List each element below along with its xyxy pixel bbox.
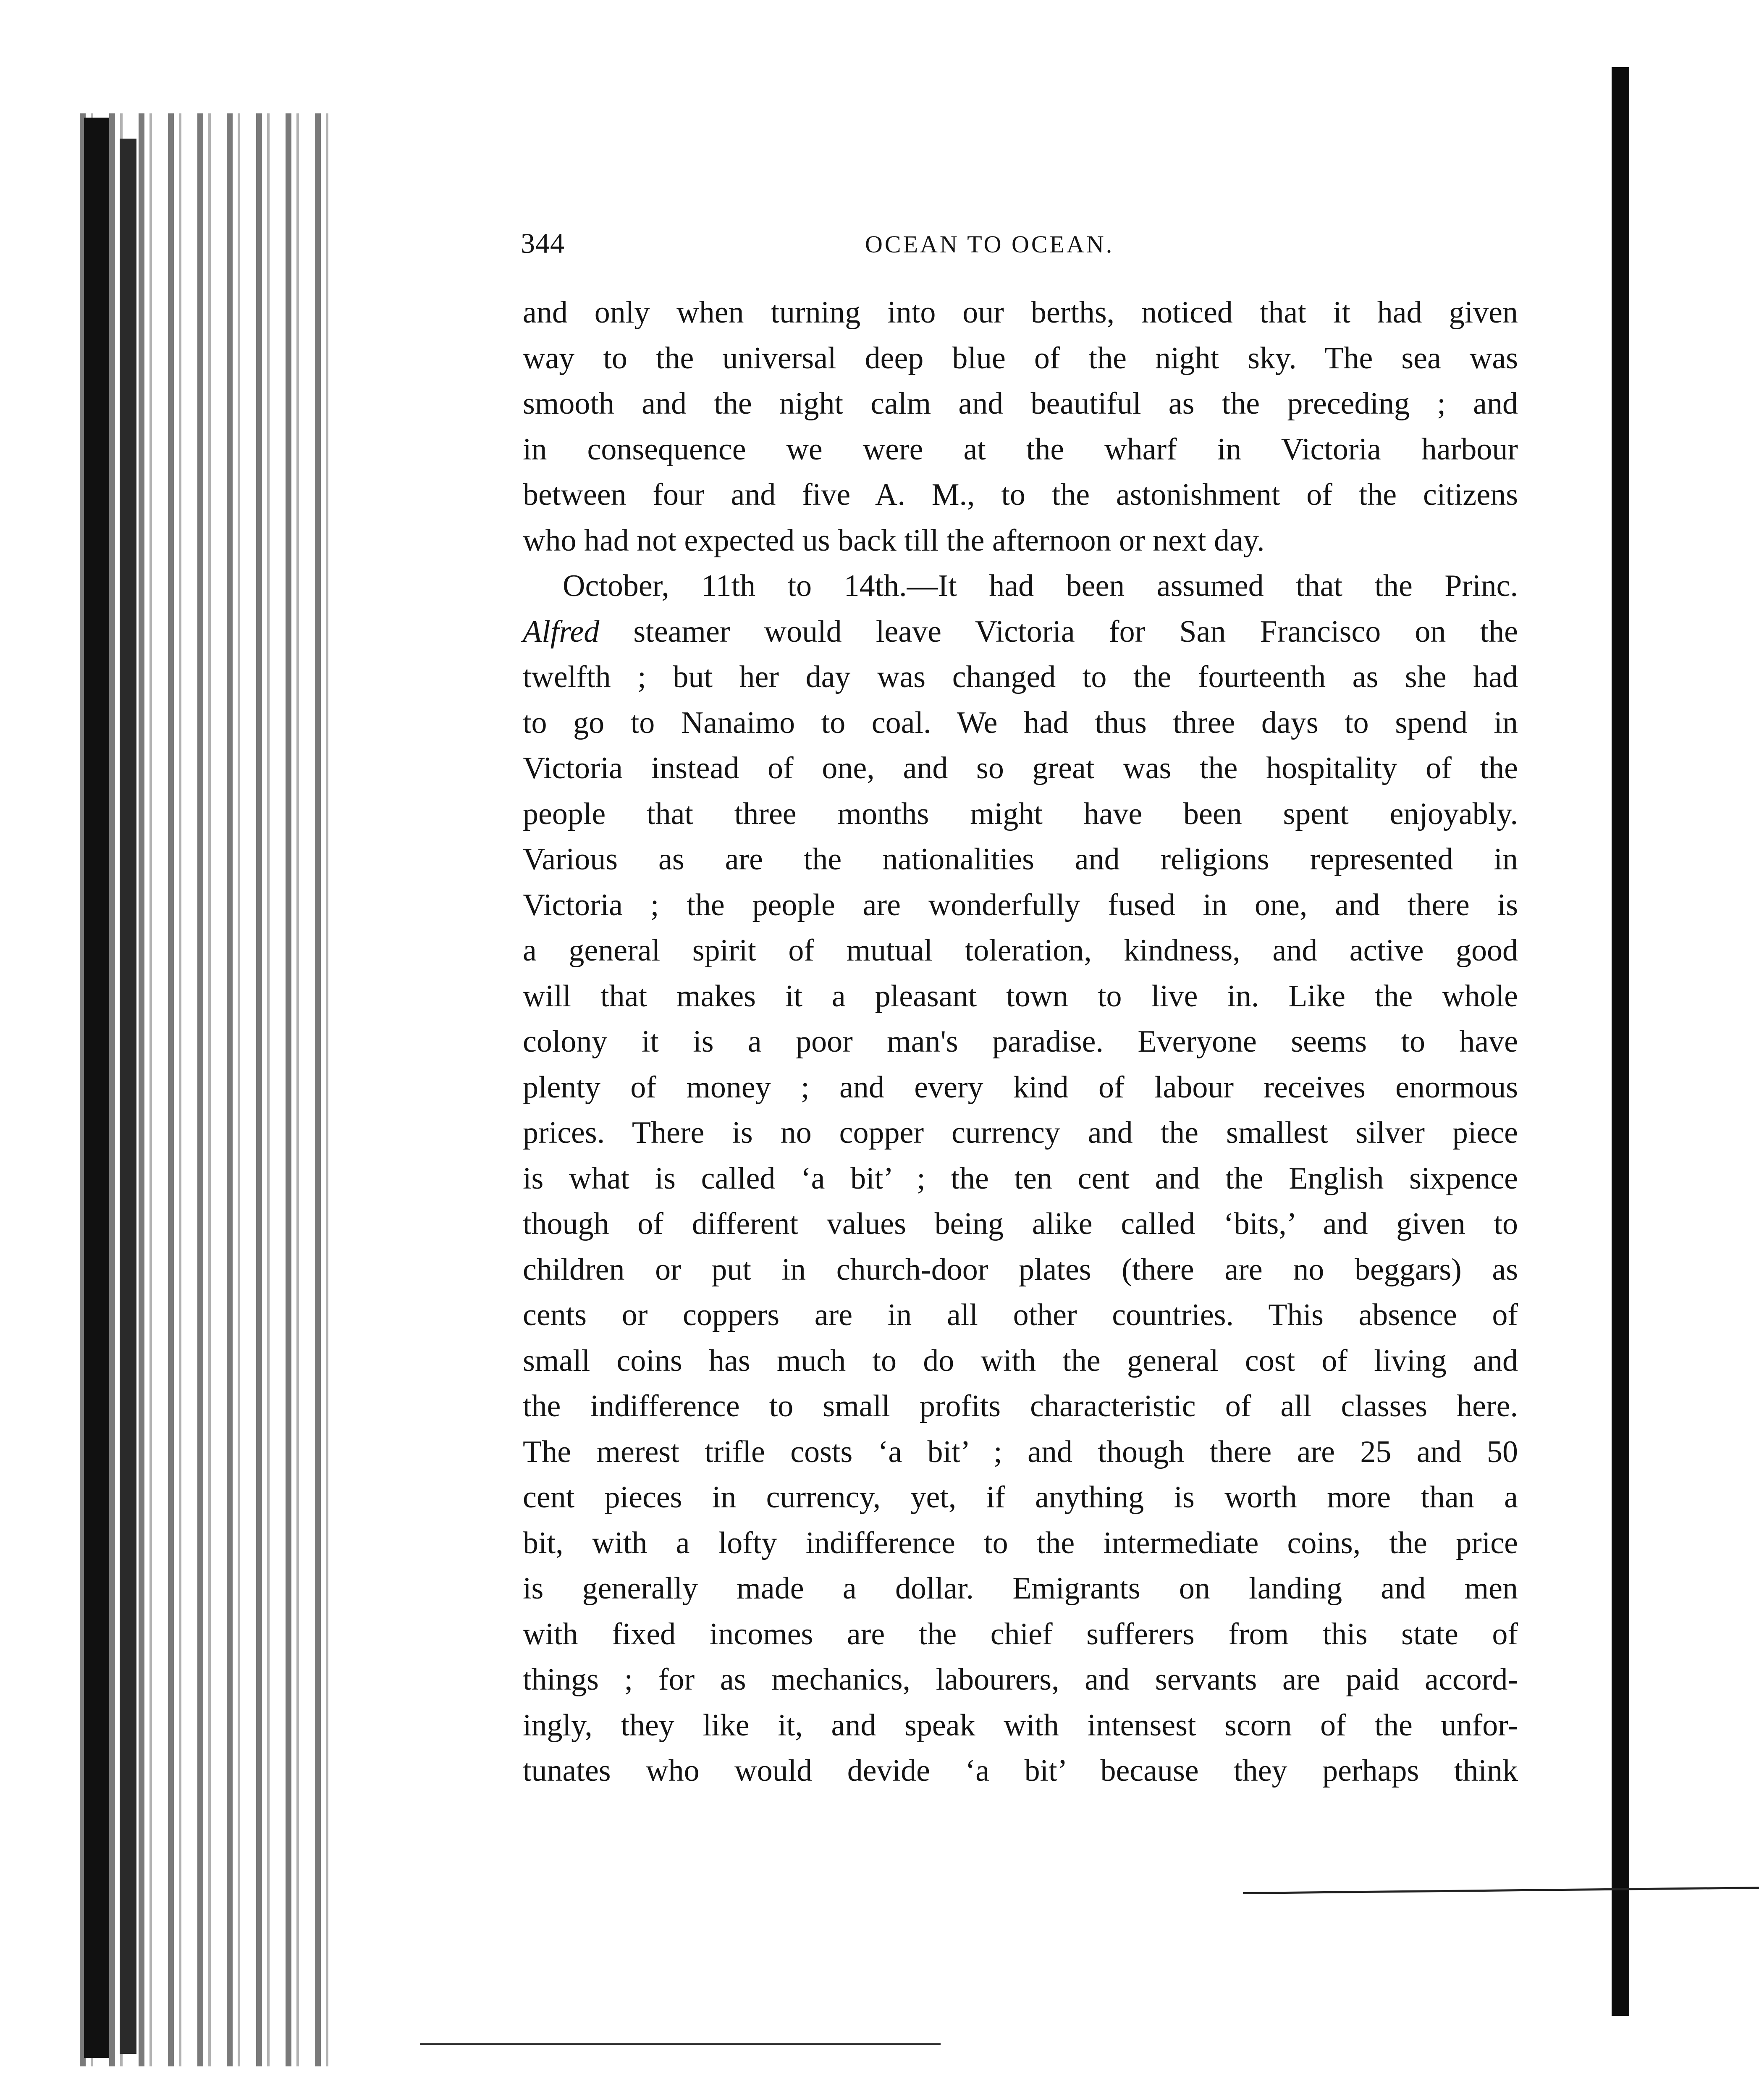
text-line: way to the universal deep blue of the night sky. The sea was	[523, 341, 1518, 375]
text-line: Victoria ; the people are wonderfully fused in one, and there is	[523, 887, 1518, 922]
right-page-edge	[1612, 67, 1629, 2016]
text-line: twelfth ; but her day was changed to the fourteenth as she had	[523, 660, 1518, 694]
text-line: Victoria instead of one, and so great was the hospitality of the	[523, 751, 1518, 785]
text-line: cent pieces in currency, yet, if anything is worth more than a	[523, 1480, 1518, 1515]
text-line: though of different values being alike called ‘bits,’ and given to	[523, 1207, 1518, 1241]
text-line: people that three months might have been spent enjoyably.	[523, 796, 1518, 831]
text-line: and only when turning into our berths, noticed that it had given	[523, 295, 1518, 330]
binding-shadow-inner	[120, 139, 136, 2054]
text-line: between four and five A. M., to the astonishment of the citizens	[523, 478, 1518, 512]
text-line: things ; for as mechanics, labourers, and servants are paid accord-	[523, 1662, 1518, 1697]
paragraph-start-line: October, 11th to 14th.—It had been assumed that the Princ.	[563, 569, 1518, 603]
text-line: tunates who would devide ‘a bit’ because they perhaps think	[523, 1754, 1518, 1788]
text-line: ingly, they like it, and speak with intensest scorn of the unfor-	[523, 1708, 1518, 1743]
text-line: colony it is a poor man's paradise. Everyone seems to have	[523, 1024, 1518, 1059]
text-line: plenty of money ; and every kind of labour receives enormous	[523, 1070, 1518, 1105]
text-line: is generally made a dollar. Emigrants on landing and men	[523, 1571, 1518, 1606]
running-head: OCEAN TO OCEAN.	[865, 231, 1114, 258]
page-header	[521, 227, 1235, 265]
text-line: small coins has much to do with the general cost of living and	[523, 1343, 1518, 1378]
text-line: in consequence we were at the wharf in Victoria harbour	[523, 432, 1518, 467]
text-line: to go to Nanaimo to coal. We had thus three days to spend in	[523, 705, 1518, 740]
text-line: prices. There is no copper currency and the smallest silver piece	[523, 1116, 1518, 1150]
text-line: smooth and the night calm and beautiful as the preceding ; and	[523, 386, 1518, 421]
text-line: Various as are the nationalities and religions represented in	[523, 842, 1518, 877]
text-line: a general spirit of mutual toleration, kindness, and active good	[523, 933, 1518, 968]
binding-shadow	[84, 118, 109, 2058]
text-line-rest: steamer would leave Victoria for San Francisco on the	[599, 614, 1518, 649]
page-number: 344	[521, 227, 565, 259]
text-line: is what is called ‘a bit’ ; the ten cent and the English sixpence	[523, 1161, 1518, 1196]
bottom-right-rule	[1243, 1887, 1759, 1894]
text-line: bit, with a lofty indifference to the intermediate coins, the price	[523, 1525, 1518, 1560]
text-line: who had not expected us back till the afternoon or next day.	[523, 523, 1265, 558]
ship-name-italic: Alfred	[523, 614, 600, 649]
text-line: cents or coppers are in all other countries. This absence of	[523, 1298, 1518, 1332]
text-line: will that makes it a pleasant town to live in. Like the whole	[523, 979, 1518, 1013]
scanned-binding-edge	[80, 113, 340, 2066]
body-text	[523, 290, 1518, 1794]
bottom-left-rule	[420, 2043, 941, 2045]
text-line: children or put in church-door plates (there are no beggars) as	[523, 1252, 1518, 1287]
text-line-with-italic	[523, 609, 1518, 655]
text-line: The merest trifle costs ‘a bit’ ; and though there are 25 and 50	[523, 1434, 1518, 1469]
text-line: the indifference to small profits characteristic of all classes here.	[523, 1389, 1518, 1423]
text-line: with fixed incomes are the chief sufferers from this state of	[523, 1617, 1518, 1651]
